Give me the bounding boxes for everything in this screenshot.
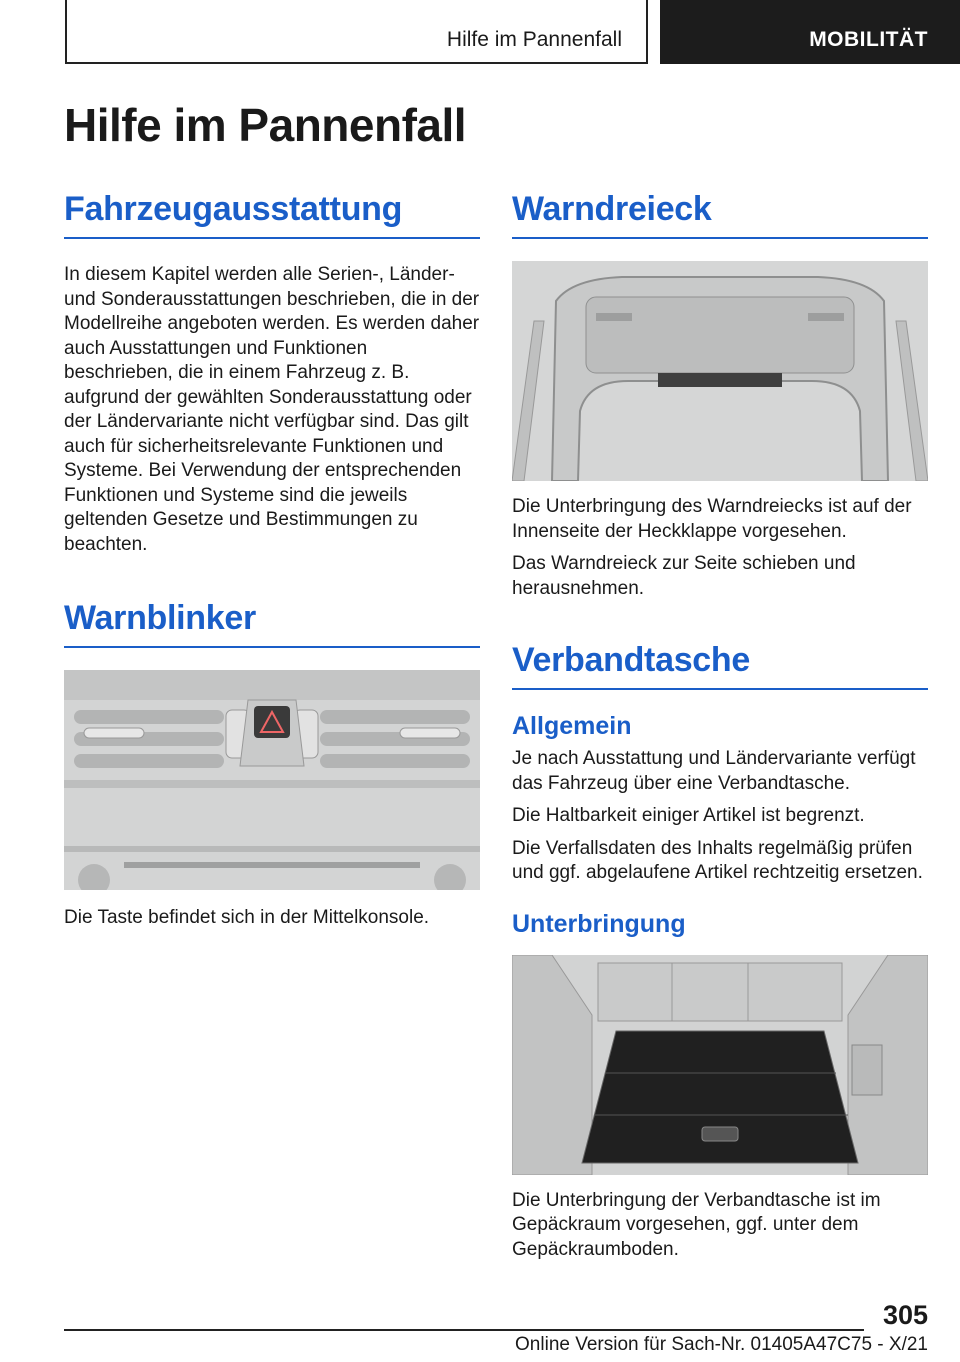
heading-unterbringung: Unterbringung [512,909,686,938]
warndreieck-image [512,261,928,481]
page-number: 305 [882,1300,928,1330]
header-section-title: Hilfe im Pannenfall [446,28,622,51]
header-section-box [65,0,648,64]
allgemein-text-2: Die Haltbarkeit einiger Artikel ist begrenzt. [512,805,865,826]
footer-divider [64,1329,864,1331]
warndreieck-text-2: Das Warndreieck zur Seite schieben und herausnehmen. [512,553,856,599]
heading-fahrzeugausstattung: Fahrzeugausstattung [64,190,480,239]
allgemein-text-1: Je nach Ausstattung und Ländervariante verfügt das Fahrzeug über eine Verbandtasche. [512,748,916,794]
heading-warnblinker: Warnblinker [64,599,480,648]
warndreieck-text-1: Die Unterbringung des Warndreiecks ist auf der Innenseite der Heckklappe vorgesehen. [512,496,912,542]
warnblinker-image [64,670,480,890]
unterbringung-image [512,955,928,1175]
allgemein-text-3: Die Verfallsdaten des Inhalts regelmäßig prüfen und ggf. abgelaufene Artikel rechtzeitig ersetzen. [512,837,923,883]
warnblinker-caption: Die Taste befindet sich in der Mittelkonsole. [64,907,430,928]
page-title: Hilfe im Pannenfall [64,99,467,151]
left-column [64,190,480,931]
header-chapter-tab: MOBILITÄT [660,0,960,64]
heading-verbandtasche: Verbandtasche [512,641,928,690]
footer-online-version: Online Version für Sach-Nr. 01405A47C75 - X/21 [515,1334,928,1355]
heading-warndreieck: Warndreieck [512,190,928,239]
heading-allgemein: Allgemein [512,712,632,740]
right-column [512,190,928,1262]
fahrzeugausstattung-text: In diesem Kapitel werden alle Serien-, Länder- und Sonderausstattungen beschrieben, die in der Modellreihe angeboten werden. Es werden daher auch Ausstattungen und Funktionen beschrieben, die in einem Fahrzeug z. B. aufgrund der gewählten Sonderausstattung oder der Ländervariante nicht verfügbar sind. Das gilt auch für sicherheitsrelevante Funktionen und Systeme. Bei Verwendung der entsprechenden Funktionen und Systeme sind die jeweils geltenden Gesetze und Bestimmungen zu beachten. [64,264,480,555]
unterbringung-text-1: Die Unterbringung der Verbandtasche ist im Gepäckraum vorgesehen, ggf. unter dem Gepäckraumboden. [512,1189,881,1260]
